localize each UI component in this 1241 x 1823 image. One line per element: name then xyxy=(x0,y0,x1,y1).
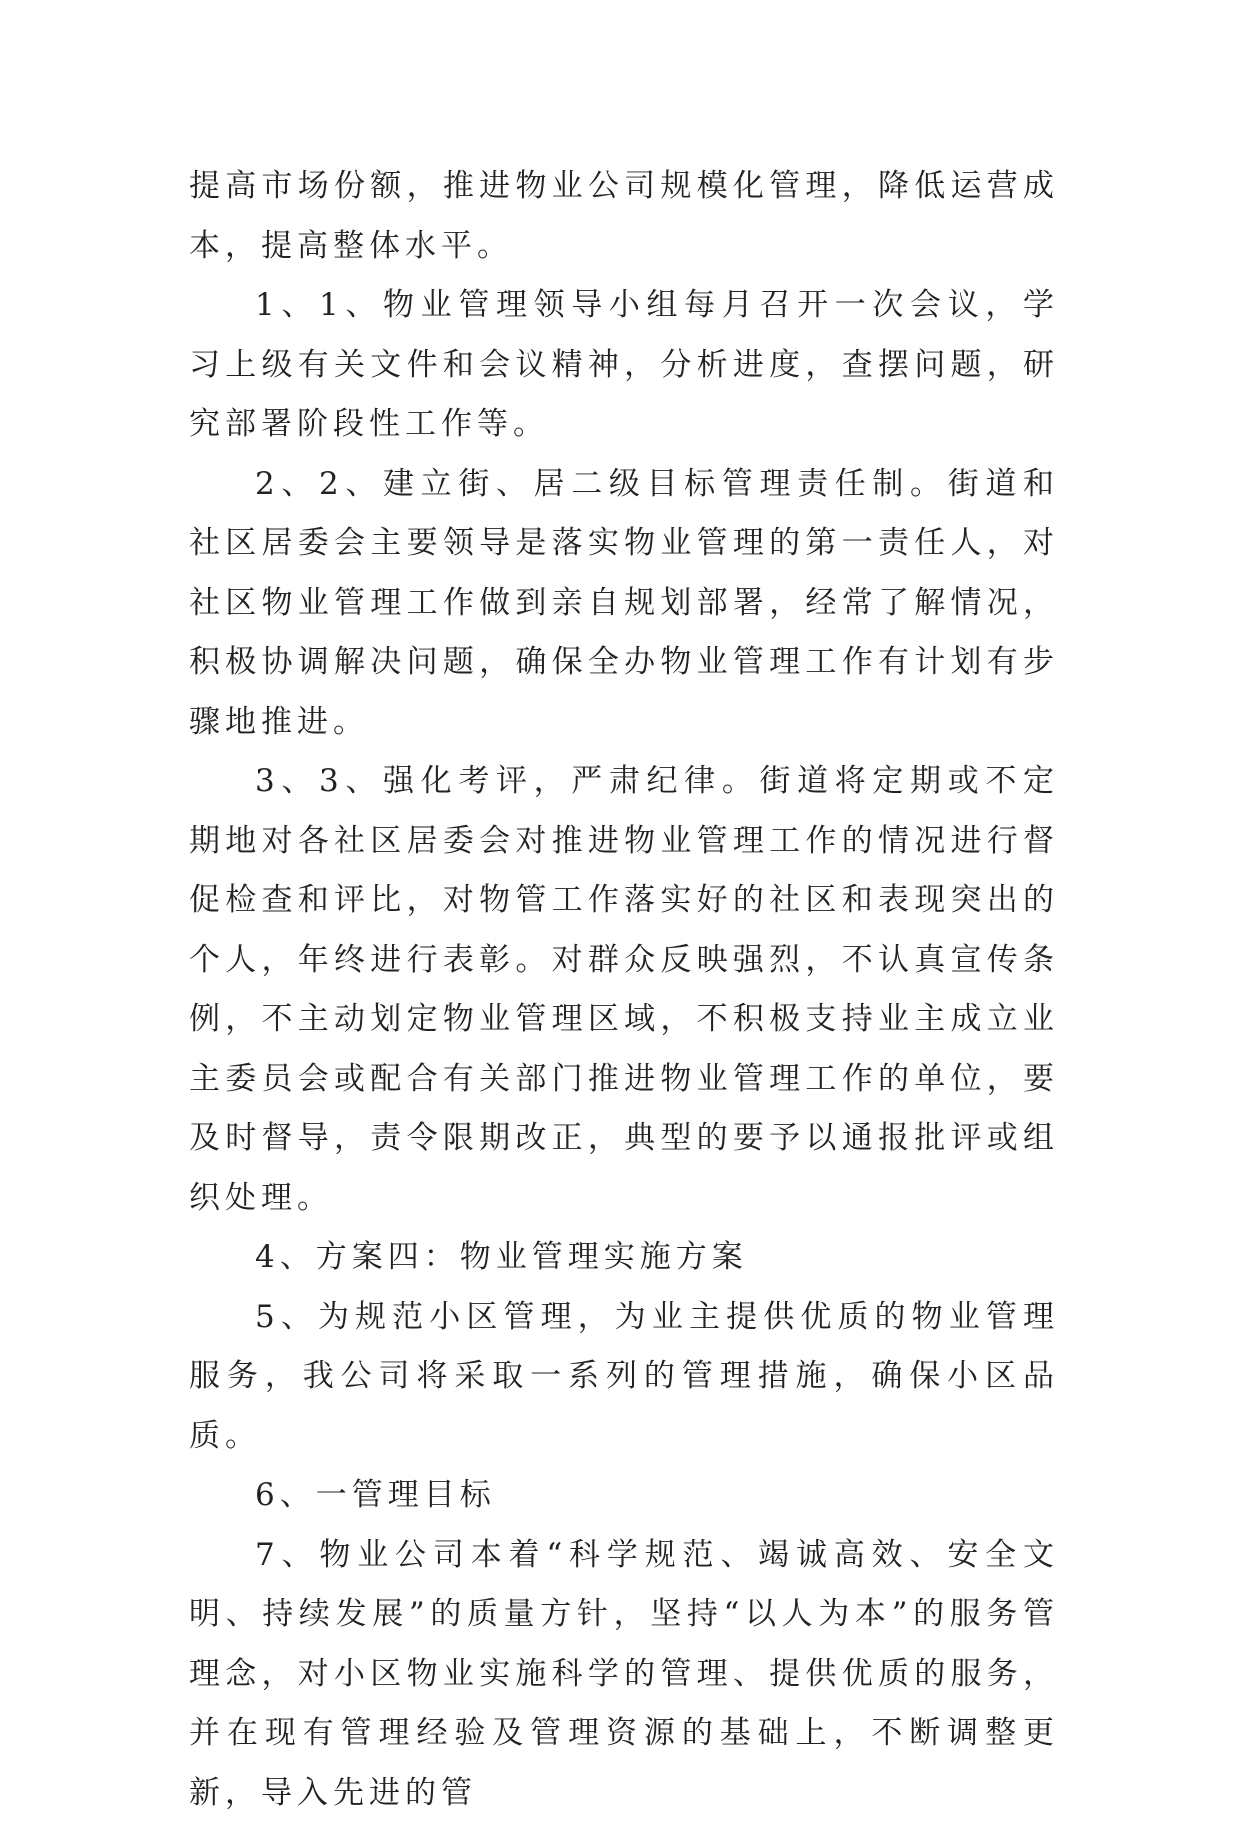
paragraph-item-5: 5、为规范小区管理，为业主提供优质的物业管理服务，我公司将采取一系列的管理措施，确保小区品质。 xyxy=(189,1288,1059,1467)
paragraph-item-2: 2、2、建立街、居二级目标管理责任制。街道和社区居委会主要领导是落实物业管理的第一责任人，对社区物业管理工作做到亲自规划部署，经常了解情况，积极协调解决问题，确保全办物业管理工作有计划有步骤地推进。 xyxy=(189,455,1059,753)
paragraph-item-1: 1、1、物业管理领导小组每月召开一次会议，学习上级有关文件和会议精神，分析进度，查摆问题，研究部署阶段性工作等。 xyxy=(189,276,1059,455)
paragraph-item-4: 4、方案四：物业管理实施方案 xyxy=(189,1228,1059,1288)
paragraph-continuation: 提高市场份额，推进物业公司规模化管理，降低运营成本，提高整体水平。 xyxy=(189,157,1059,276)
paragraph-item-6: 6、一管理目标 xyxy=(189,1466,1059,1526)
paragraph-item-3: 3、3、强化考评，严肃纪律。街道将定期或不定期地对各社区居委会对推进物业管理工作的情况进行督促检查和评比，对物管工作落实好的社区和表现突出的个人，年终进行表彰。对群众反映强烈，不认真宣传条例，不主动划定物业管理区域，不积极支持业主成立业主委员会或配合有关部门推进物业管理工作的单位，要及时督导，责令限期改正，典型的要予以通报批评或组织处理。 xyxy=(189,752,1059,1228)
document-body xyxy=(189,157,1059,1823)
paragraph-item-7: 7、物业公司本着“科学规范、竭诚高效、安全文明、持续发展”的质量方针，坚持“以人为本”的服务管理念，对小区物业实施科学的管理、提供优质的服务，并在现有管理经验及管理资源的基础上，不断调整更新，导入先进的管 xyxy=(189,1526,1059,1823)
